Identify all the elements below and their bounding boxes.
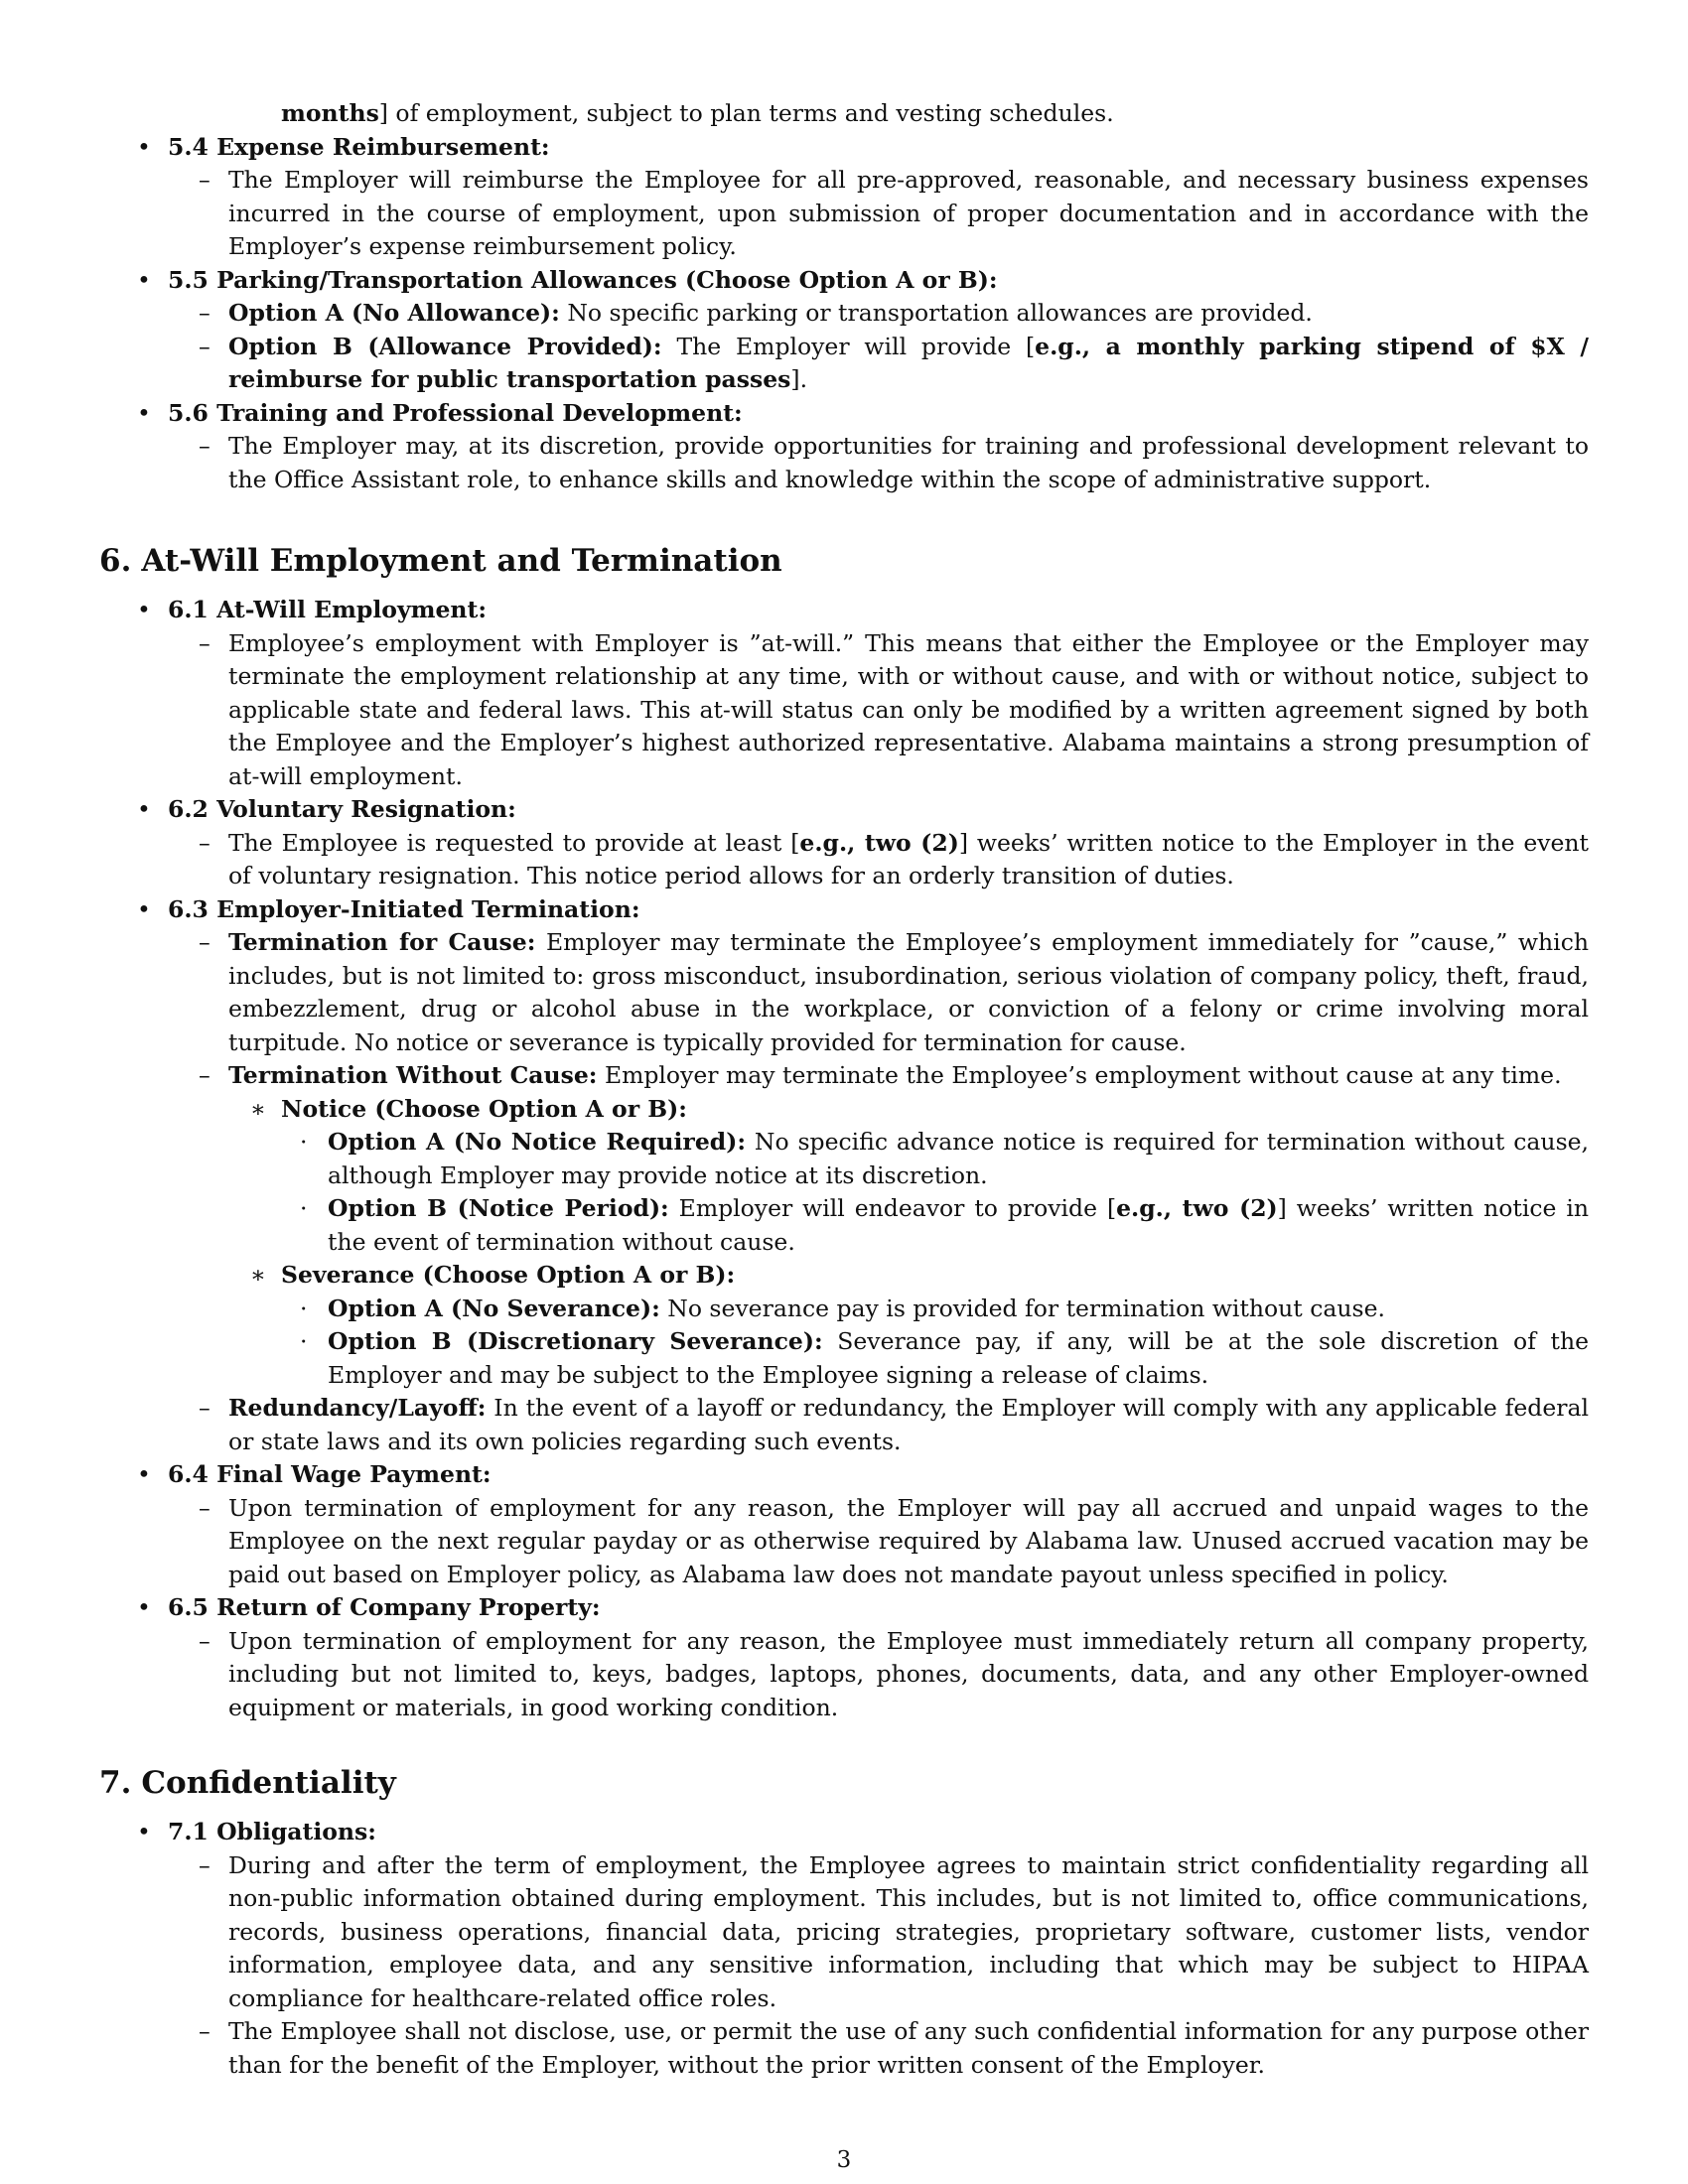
item-6-3-notice-option-a: · Option A (No Notice Required): No specific advance notice is required for termination without cause, although Employer may provide notice at its discretion.: [300, 1128, 1590, 1189]
item-6-3-severance-option-b: · Option B (Discretionary Severance): Severance pay, if any, will be at the sole discretion of the Employer and may be subject to the Employee signing a release of claims.: [300, 1327, 1590, 1389]
item-5-5: [99, 264, 1589, 298]
dash-icon: –: [199, 1850, 211, 1879]
asterisk-icon: ∗: [250, 1261, 266, 1289]
dot-icon: ·: [300, 1128, 308, 1156]
section-7-title: Confidentiality: [141, 1765, 396, 1801]
carryover-line: [99, 97, 1589, 131]
document-page: [99, 97, 1589, 2082]
section-7-heading: [99, 1762, 1589, 1804]
item-7-1-text-1: – During and after the term of employment, the Employee agrees to maintain strict confidentiality regarding all non-public information obtained during employment. This includes, but is not limited to, office communications, records, business operations, financial data, pricing strategies, proprietary software, customer lists, vendor information, employee data, and any sensitive information, including that which may be subject to HIPAA compliance for healthcare-related office roles.: [199, 1850, 1589, 2012]
item-6-5: • 6.5 Return of Company Property:: [99, 1591, 1589, 1625]
bullet-icon: •: [137, 795, 151, 823]
bullet-icon: •: [137, 596, 151, 623]
page-number: 3: [836, 2147, 852, 2173]
item-6-4: • 6.4 Final Wage Payment:: [99, 1458, 1589, 1492]
dash-icon: –: [199, 1493, 211, 1522]
item-6-3-without-cause: – Termination Without Cause: Employer may terminate the Employee’s employment without cause at any time.: [99, 1059, 1589, 1093]
carryover-bold: months: [281, 99, 379, 127]
item-6-3-notice-option-b: · Option B (Notice Period): Employer will endeavor to provide [e.g., two (2)] weeks’ written notice in the event of termination without cause.: [300, 1194, 1589, 1256]
section-6-title: At-Will Employment and Termination: [141, 543, 782, 579]
dash-icon: –: [199, 628, 211, 657]
item-6-3-notice: ∗ Notice (Choose Option A or B):: [99, 1093, 1589, 1127]
dash-icon: –: [199, 1061, 211, 1089]
dash-icon: –: [199, 299, 211, 327]
item-5-5-option-b: – Option B (Allowance Provided): The Employer will provide [e.g., a monthly parking stipend of $X / reimburse for public transportation passes].: [199, 332, 1590, 393]
dash-icon: –: [199, 828, 211, 857]
item-5-6: [99, 397, 1589, 431]
item-6-3: • 6.3 Employer-Initiated Termination:: [99, 893, 1589, 927]
item-5-4-title: 5.4 Expense Reimbursement:: [168, 132, 550, 161]
bullet-icon: •: [137, 1593, 151, 1621]
bullet-icon: •: [137, 398, 151, 427]
item-6-3-layoff: – Redundancy/Layoff: In the event of a layoff or redundancy, the Employer will comply with any applicable federal or state laws and its own policies regarding such events.: [199, 1394, 1589, 1455]
section-6-number: 6.: [99, 543, 132, 579]
dot-icon: ·: [300, 1327, 308, 1355]
carryover-text: ] of employment, subject to plan terms and vesting schedules.: [378, 99, 1114, 127]
item-5-5-option-a: – Option A (No Allowance): No specific parking or transportation allowances are provided.: [99, 297, 1589, 331]
item-5-4-text: – The Employer will reimburse the Employee for all pre-approved, reasonable, and necessary business expenses incurred in the course of employment, upon submission of proper documentation and in accordance with the Employer’s expense reimbursement policy.: [199, 166, 1589, 260]
item-5-5-title: 5.5 Parking/Transportation Allowances (Choose Option A or B):: [168, 265, 998, 294]
dash-icon: –: [199, 1394, 211, 1422]
item-5-6-text: – The Employer may, at its discretion, provide opportunities for training and professional development relevant to the Office Assistant role, to enhance skills and knowledge within the scope of administrative support.: [199, 432, 1589, 493]
dot-icon: ·: [300, 1194, 308, 1222]
bullet-icon: •: [137, 1460, 151, 1488]
item-7-1: • 7.1 Obligations:: [99, 1816, 1589, 1849]
item-6-3-severance-option-a: · Option A (No Severance): No severance pay is provided for termination without cause.: [99, 1293, 1589, 1326]
dash-icon: –: [199, 432, 211, 460]
dash-icon: –: [199, 332, 211, 360]
section-6-heading: [99, 540, 1589, 582]
section-7-number: 7.: [99, 1765, 132, 1801]
item-6-1-text: – Employee’s employment with Employer is ”at-will.” This means that either the Employee or the Employer may terminate the employment relationship at any time, with or without cause, and with or without notice, subject to applicable state and federal laws. This at-will status can only be modified by a written agreement signed by both the Employee and the Employer’s highest authorized representative. Alabama maintains a strong presumption of at-will employment.: [199, 628, 1589, 790]
bullet-icon: •: [137, 894, 151, 923]
item-5-4: [99, 131, 1589, 165]
bullet-icon: •: [137, 132, 151, 161]
item-6-2: • 6.2 Voluntary Resignation:: [99, 793, 1589, 827]
dash-icon: –: [199, 928, 211, 956]
dot-icon: ·: [300, 1294, 308, 1322]
bullet-icon: •: [137, 1818, 151, 1845]
dash-icon: –: [199, 2017, 211, 2045]
item-6-5-text: – Upon termination of employment for any reason, the Employee must immediately return all company property, including but not limited to, keys, badges, laptops, phones, documents, data, and any other Employer-owned equipment or materials, in good working condition.: [199, 1626, 1589, 1721]
item-5-6-title: 5.6 Training and Professional Development:: [168, 398, 743, 427]
item-6-3-cause: – Termination for Cause: Employer may terminate the Employee’s employment immediately for ”cause,” which includes, but is not limited to: gross misconduct, insubordination, serious violation of company policy, theft, fraud, embezzlement, drug or alcohol abuse in the workplace, or conviction of a felony or crime involving moral turpitude. No notice or severance is typically provided for termination for cause.: [199, 928, 1589, 1056]
item-6-2-text: – The Employee is requested to provide at least [e.g., two (2)] weeks’ written notice to the Employer in the event of voluntary resignation. This notice period allows for an orderly transition of duties.: [199, 828, 1590, 889]
item-6-3-severance: ∗ Severance (Choose Option A or B):: [99, 1259, 1589, 1293]
item-6-1: • 6.1 At-Will Employment:: [99, 594, 1589, 627]
asterisk-icon: ∗: [250, 1094, 266, 1123]
item-6-4-text: – Upon termination of employment for any reason, the Employer will pay all accrued and unpaid wages to the Employee on the next regular payday or as otherwise required by Alabama law. Unused accrued vacation may be paid out based on Employer policy, as Alabama law does not mandate payout unless specified in policy.: [199, 1493, 1589, 1588]
bullet-icon: •: [137, 265, 151, 294]
item-7-1-text-2: – The Employee shall not disclose, use, or permit the use of any such confidential information for any purpose other than for the benefit of the Employer, without the prior written consent of the Employer.: [199, 2017, 1589, 2079]
dash-icon: –: [199, 166, 211, 194]
dash-icon: –: [199, 1626, 211, 1655]
